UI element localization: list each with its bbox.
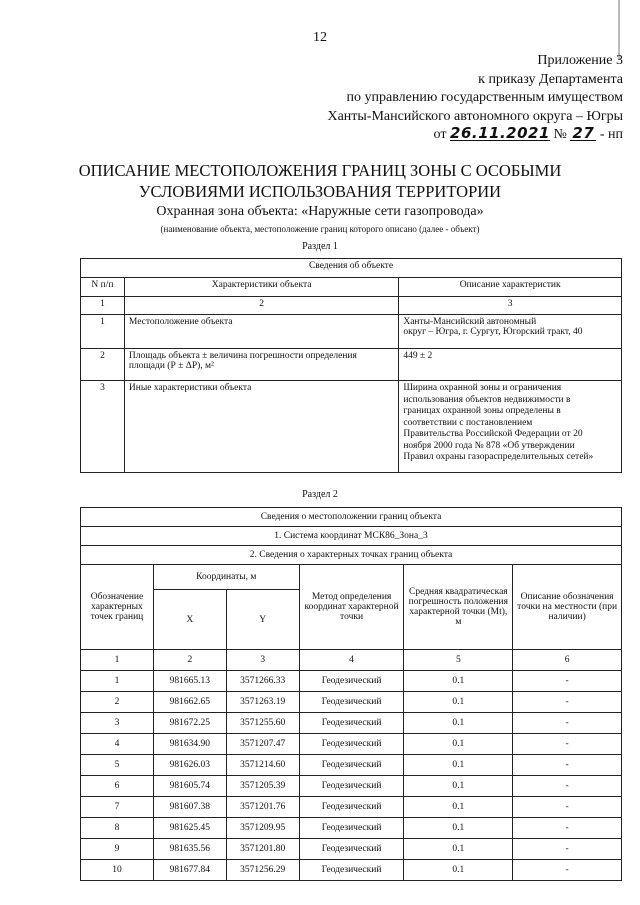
point-x: 981626.03 [153, 755, 226, 776]
order-date: 26.11.2021 [450, 124, 550, 142]
col-header-designation: Обозначение характерных точек границ [81, 565, 154, 650]
point-method: Геодезический [299, 755, 404, 776]
point-method: Геодезический [299, 734, 404, 755]
point-accuracy: 0.1 [404, 671, 513, 692]
table-row [81, 797, 622, 818]
point-y: 3571214.60 [226, 755, 299, 776]
point-number: 8 [81, 818, 154, 839]
table-row [81, 671, 622, 692]
number-suffix: - нп [599, 127, 623, 142]
characteristic-value: Ширина охранной зоны и ограничения использования объектов недвижимости в границах охранной зоны определены в соответствии с постановлением Правительства Российской Федерации от 20 ноября 2000 года № 878 «Об утверждении Правил охраны газораспределительных сетей» [399, 381, 622, 473]
col-number-2: 2 [124, 297, 398, 315]
point-accuracy: 0.1 [404, 713, 513, 734]
point-method: Геодезический [299, 671, 404, 692]
annex-line-3: по управлению государственным имуществом [346, 90, 623, 105]
point-number: 5 [81, 755, 154, 776]
col-number-4: 4 [299, 650, 404, 671]
page-number: 12 [313, 30, 327, 45]
points-header: 2. Сведения о характерных точках границ объекта [81, 546, 622, 565]
table-row [81, 692, 622, 713]
point-y: 3571201.76 [226, 797, 299, 818]
point-description: - [513, 671, 622, 692]
characteristic-name: Иные характеристики объекта [124, 381, 398, 473]
point-accuracy: 0.1 [404, 776, 513, 797]
col-header-x: X [153, 590, 226, 650]
characteristic-value: Ханты-Мансийский автономный округ – Югра, г. Сургут, Югорский тракт, 40 [399, 315, 622, 349]
col-number-3: 3 [399, 297, 622, 315]
coordinate-system: 1. Система координат МСК86_Зона_3 [81, 527, 622, 546]
point-description: - [513, 755, 622, 776]
point-accuracy: 0.1 [404, 839, 513, 860]
point-description: - [513, 776, 622, 797]
point-method: Геодезический [299, 692, 404, 713]
col-header-description: Описание характеристик [399, 278, 622, 297]
col-number-2: 2 [153, 650, 226, 671]
col-header-method: Метод определения координат характерной точки [299, 565, 404, 650]
point-x: 981634.90 [153, 734, 226, 755]
point-description: - [513, 713, 622, 734]
point-number: 10 [81, 860, 154, 881]
object-info-table [80, 258, 622, 473]
boundary-header: Сведения о местоположении границ объекта [81, 508, 622, 527]
col-header-accuracy: Средняя квадратическая погрешность положения характерной точки (Mt), м [404, 565, 513, 650]
point-y: 3571255.60 [226, 713, 299, 734]
point-y: 3571266.33 [226, 671, 299, 692]
point-number: 1 [81, 671, 154, 692]
annex-line-2: к приказу Департамента [478, 71, 623, 87]
point-y: 3571205.39 [226, 776, 299, 797]
point-method: Геодезический [299, 797, 404, 818]
col-number-5: 5 [404, 650, 513, 671]
characteristic-value: 449 ± 2 [399, 349, 622, 381]
point-description: - [513, 692, 622, 713]
col-number-1: 1 [81, 650, 154, 671]
title-line-2: УСЛОВИЯМИ ИСПОЛЬЗОВАНИЯ ТЕРРИТОРИИ [138, 182, 502, 201]
object-subtitle: Охранная зона объекта: «Наружные сети газопровода» [156, 204, 484, 219]
point-method: Геодезический [299, 818, 404, 839]
point-x: 981677.84 [153, 860, 226, 881]
annex-block [223, 52, 623, 145]
points-body [81, 671, 622, 881]
point-x: 981607.38 [153, 797, 226, 818]
point-accuracy: 0.1 [404, 797, 513, 818]
characteristic-name: Площадь объекта ± величина погрешности определения площади (Р ± ΔР), м² [124, 349, 398, 381]
point-x: 981672.25 [153, 713, 226, 734]
col-header-number: N п/п [81, 278, 125, 297]
col-header-coordinates: Координаты, м [153, 565, 299, 590]
col-header-y: Y [226, 590, 299, 650]
annex-line-4: Ханты-Мансийского автономного округа – Югры [327, 108, 623, 124]
point-number: 9 [81, 839, 154, 860]
col-header-point-description: Описание обозначения точки на местности (при наличии) [513, 565, 622, 650]
table-row [81, 818, 622, 839]
document-title [20, 160, 620, 202]
point-method: Геодезический [299, 776, 404, 797]
point-x: 981635.56 [153, 839, 226, 860]
table-row [81, 776, 622, 797]
point-y: 3571201.80 [226, 839, 299, 860]
point-accuracy: 0.1 [404, 692, 513, 713]
col-number-1: 1 [81, 297, 125, 315]
point-x: 981665.13 [153, 671, 226, 692]
col-number-6: 6 [513, 650, 622, 671]
point-method: Геодезический [299, 839, 404, 860]
annex-date-line [223, 126, 623, 145]
table-row [81, 839, 622, 860]
table-row [81, 755, 622, 776]
table-row [81, 860, 622, 881]
point-y: 3571256.29 [226, 860, 299, 881]
point-number: 4 [81, 734, 154, 755]
point-x: 981662.65 [153, 692, 226, 713]
point-number: 7 [81, 797, 154, 818]
col-header-characteristics: Характеристики объекта [124, 278, 398, 297]
table-row [81, 349, 622, 381]
point-y: 3571263.19 [226, 692, 299, 713]
point-accuracy: 0.1 [404, 755, 513, 776]
point-description: - [513, 734, 622, 755]
characteristic-name: Местоположение объекта [124, 315, 398, 349]
date-prefix: от [433, 127, 447, 142]
table-row [81, 713, 622, 734]
table-row [81, 381, 622, 473]
point-number: 6 [81, 776, 154, 797]
row-number: 3 [81, 381, 125, 473]
section-2-label: Раздел 2 [302, 489, 338, 500]
row-number: 2 [81, 349, 125, 381]
point-accuracy: 0.1 [404, 818, 513, 839]
point-number: 3 [81, 713, 154, 734]
point-description: - [513, 818, 622, 839]
order-number: 27 [570, 126, 596, 141]
point-description: - [513, 839, 622, 860]
section-1-label: Раздел 1 [302, 241, 338, 252]
point-description: - [513, 860, 622, 881]
point-accuracy: 0.1 [404, 734, 513, 755]
col-number-3: 3 [226, 650, 299, 671]
point-method: Геодезический [299, 713, 404, 734]
point-method: Геодезический [299, 860, 404, 881]
row-number: 1 [81, 315, 125, 349]
point-description: - [513, 797, 622, 818]
point-y: 3571207.47 [226, 734, 299, 755]
title-line-1: ОПИСАНИЕ МЕСТОПОЛОЖЕНИЯ ГРАНИЦ ЗОНЫ С ОСОБЫМИ [78, 161, 562, 180]
table-row [81, 734, 622, 755]
annex-line-1: Приложение 3 [537, 53, 623, 68]
point-x: 981625.45 [153, 818, 226, 839]
point-accuracy: 0.1 [404, 860, 513, 881]
table-row [81, 315, 622, 349]
object-note: (наименование объекта, местоположение границ которого описано (далее - объект) [160, 224, 480, 234]
object-info-header: Сведения об объекте [81, 259, 622, 278]
point-number: 2 [81, 692, 154, 713]
point-y: 3571209.95 [226, 818, 299, 839]
boundary-points-table [80, 507, 622, 881]
point-x: 981605.74 [153, 776, 226, 797]
number-prefix: № [553, 127, 567, 142]
